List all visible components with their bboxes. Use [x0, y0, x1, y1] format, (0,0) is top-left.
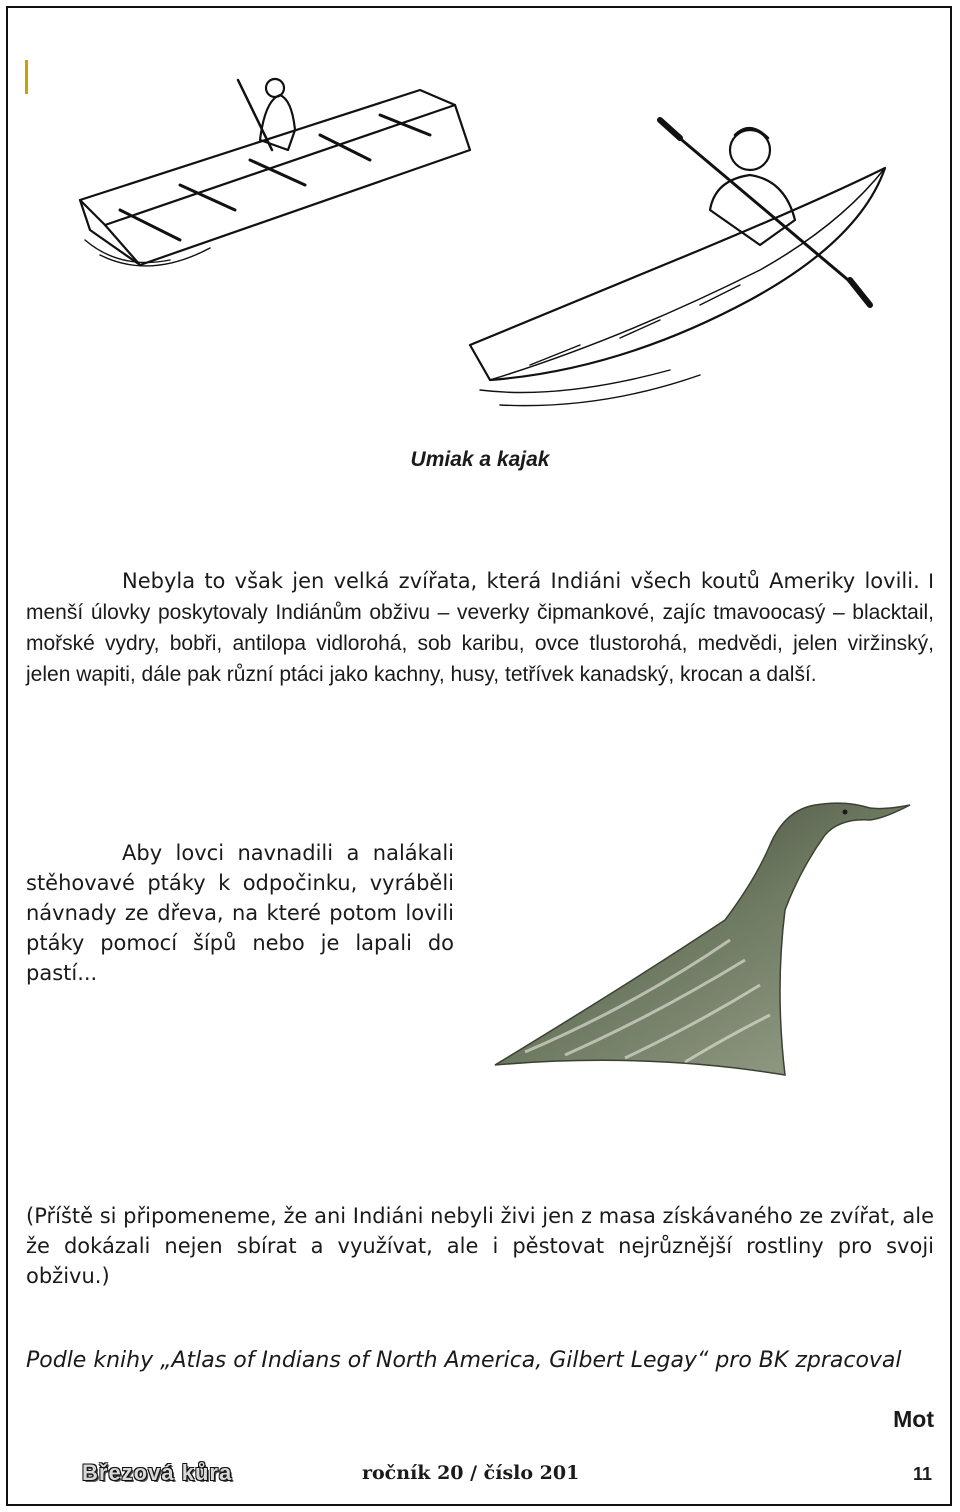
paragraph-decoys [26, 838, 454, 988]
issue-info: ročník 20 / číslo 201 [362, 1462, 580, 1484]
illustration-caption: Umiak a kajak [410, 448, 550, 471]
magazine-logo: Březová kůra [82, 1460, 233, 1485]
paragraph-prey-line1: Nebyla to však jen velká zvířata, která Indiáni všech koutů Ameriky lovili. [122, 569, 920, 593]
page-number: 11 [912, 1464, 932, 1484]
margin-mark [25, 60, 28, 94]
umiak-kayak-illustration [60, 70, 910, 420]
goose-decoy-illustration [485, 790, 925, 1080]
source-credit: Podle knihy „Atlas of Indians of North America, Gilbert Legay“ pro BK zpracoval [26, 1348, 902, 1373]
author-signature: Mot [893, 1406, 934, 1432]
paragraph-decoys-text: Aby lovci navnadili a nalákali stěhovavé ptáky k odpočinku, vyráběli návnady ze dřeva, na které potom lovili ptáky pomocí šípů nebo je lapali do pastí... [26, 841, 454, 985]
paragraph-prey [26, 566, 934, 690]
paragraph-prey-rest: I menší úlovky poskytovaly Indiánům obživu – veverky čipmankové, zajíc tmavoocasý – blacktail, mořské vydry, bobři, antilopa vidlorohá, sob karibu, ovce tlustorohá, medvědi, jelen viržinský, jelen wapiti, dále pak různí ptáci jako kachny, husy, tetřívek kanadský, krocan a další. [26, 570, 934, 686]
paragraph-next-issue: (Příště si připomeneme, že ani Indiáni nebyli živi jen z masa získávaného ze zvířat, ale že dokázali nejen sbírat a využívat, ale i pěstovat nejrůznější rostliny pro svoji obživu.) [26, 1204, 934, 1288]
